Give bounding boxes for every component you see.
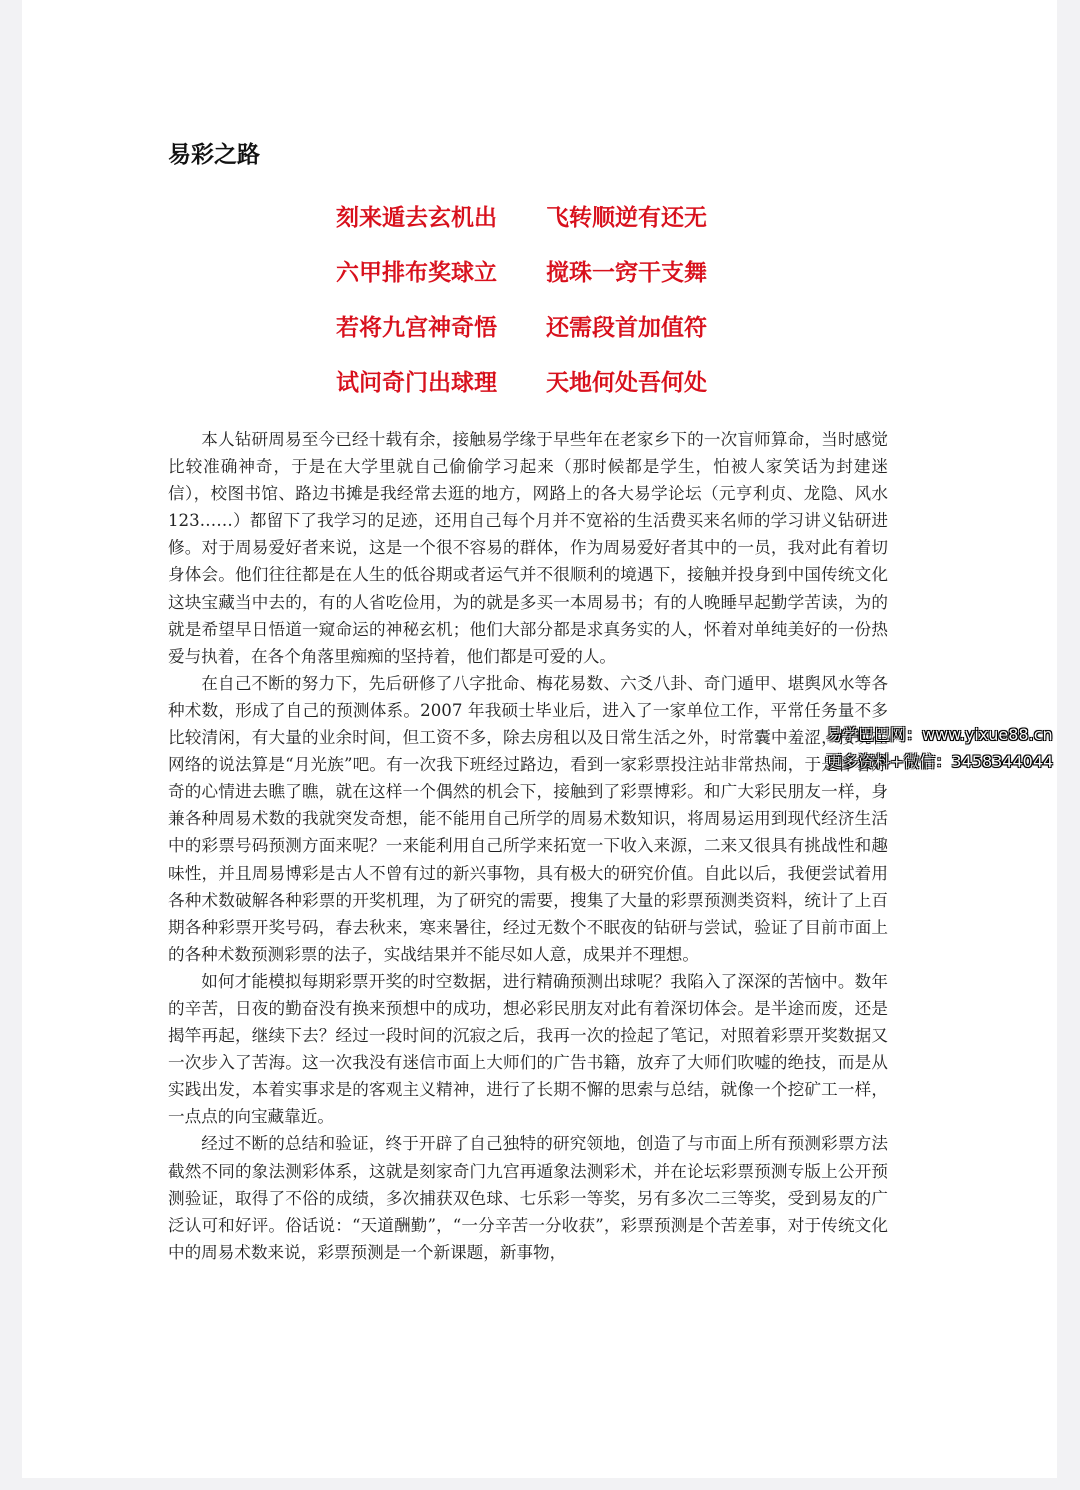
paragraph: 本人钻研周易至今已经十载有余，接触易学缘于早些年在老家乡下的一次盲师算命，当时感觉比较准确神奇，于是在大学里就自己偷偷学习起来（那时候都是学生，怕被人家笑话为封建迷信），校图书馆、路边书摊是我经常去逛的地方，网路上的各大易学论坛（元亨利贞、龙隐、风水 123……）都留下了我学习的足迹，还用自己每个月并不宽裕的生活费买来名师的学习讲义钻研进修。对于周易爱好者来说，这是一个很不容易的群体，作为周易爱好者其中的一员，我对此有着切身体会。他们往往都是在人生的低谷期或者运气并不很顺利的境遇下，接触并投身到中国传统文化这块宝藏当中去的，有的人省吃俭用，为的就是多买一本周易书；有的人晚睡早起勤学苦读，为的就是希望早日悟道一窥命运的神秘玄机；他们大部分都是求真务实的人，怀着对单纯美好的一份热爱与执着，在各个角落里痴痴的坚持着，他们都是可爱的人。 <box>168 430 888 666</box>
poem-line: 试问奇门出球理 <box>336 370 497 396</box>
watermark <box>826 721 1080 775</box>
paragraph: 如何才能模拟每期彩票开奖的时空数据，进行精确预测出球呢？我陷入了深深的苦恼中。数年的辛苦，日夜的勤奋没有换来预想中的成功，想必彩民朋友对此有着深切体会。是半途而废，还是揭竿再起，继续下去？经过一段时间的沉寂之后，我再一次的捡起了笔记，对照着彩票开奖数据又一次步入了苦海。这一次我没有迷信市面上大师们的广告书籍，放弃了大师们吹嘘的绝技，而是从实践出发，本着实事求是的客观主义精神，进行了长期不懈的思索与总结，就像一个挖矿工一样，一点点的向宝藏靠近。 <box>168 971 888 1127</box>
poem-line: 刻来遁去玄机出 <box>336 205 497 231</box>
poem-row <box>336 353 756 408</box>
poem-line: 天地何处吾何处 <box>546 370 707 396</box>
section-title: 易彩之路 <box>168 142 260 168</box>
poem <box>336 188 756 408</box>
body-text <box>168 426 888 1266</box>
poem-line: 若将九宫神奇悟 <box>336 315 497 341</box>
poem-line: 六甲排布奖球立 <box>336 260 497 286</box>
watermark-line: 更多资料+微信：3458344044 <box>826 752 1054 771</box>
paragraph: 经过不断的总结和验证，终于开辟了自己独特的研究领地，创造了与市面上所有预测彩票方法截然不同的象法测彩体系，这就是刻家奇门九宫再遁象法测彩术，并在论坛彩票预测专版上公开预测验证，取得了不俗的成绩，多次捕获双色球、七乐彩一等奖，另有多次二三等奖，受到易友的广泛认可和好评。俗话说：“天道酬勤”，“一分辛苦一分收获”，彩票预测是个苦差事，对于传统文化中的周易术数来说，彩票预测是一个新课题，新事物， <box>168 1134 888 1262</box>
poem-row <box>336 243 756 298</box>
poem-line: 搅珠一窍干支舞 <box>546 260 707 286</box>
poem-row <box>336 188 756 243</box>
paragraph: 在自己不断的努力下，先后研修了八字批命、梅花易数、六爻八卦、奇门遁甲、堪舆风水等各种术数，形成了自己的预测体系。2007 年我硕士毕业后，进入了一家单位工作，平常任务量不多比较清闲，有大量的业余时间，但工资不多，除去房租以及日常生活之外，时常囊中羞涩，按现在网络的说法算是“月光族”吧。有一次我下班经过路边，看到一家彩票投注站非常热闹，于是怀着好奇的心情进去瞧了瞧，就在这样一个偶然的机会下，接触到了彩票博彩。和广大彩民朋友一样，身兼各种周易术数的我就突发奇想，能不能用自己所学的周易术数知识，将周易运用到现代经济生活中的彩票号码预测方面来呢？一来能利用自己所学来拓宽一下收入来源，二来又很具有挑战性和趣味性，并且周易博彩是古人不曾有过的新兴事物，具有极大的研究价值。自此以后，我便尝试着用各种术数破解各种彩票的开奖机理，为了研究的需要，搜集了大量的彩票预测类资料，统计了上百期各种彩票开奖号码，春去秋来，寒来暑往，经过无数个不眠夜的钻研与尝试，验证了目前市面上的各种术数预测彩票的法子，实战结果并不能尽如人意，成果并不理想。 <box>168 673 888 964</box>
watermark-line: 易学巴巴网：www.yixue88.cn <box>826 725 1053 744</box>
poem-line: 还需段首加值符 <box>546 315 707 341</box>
poem-line: 飞转顺逆有还无 <box>546 205 707 231</box>
poem-row <box>336 298 756 353</box>
